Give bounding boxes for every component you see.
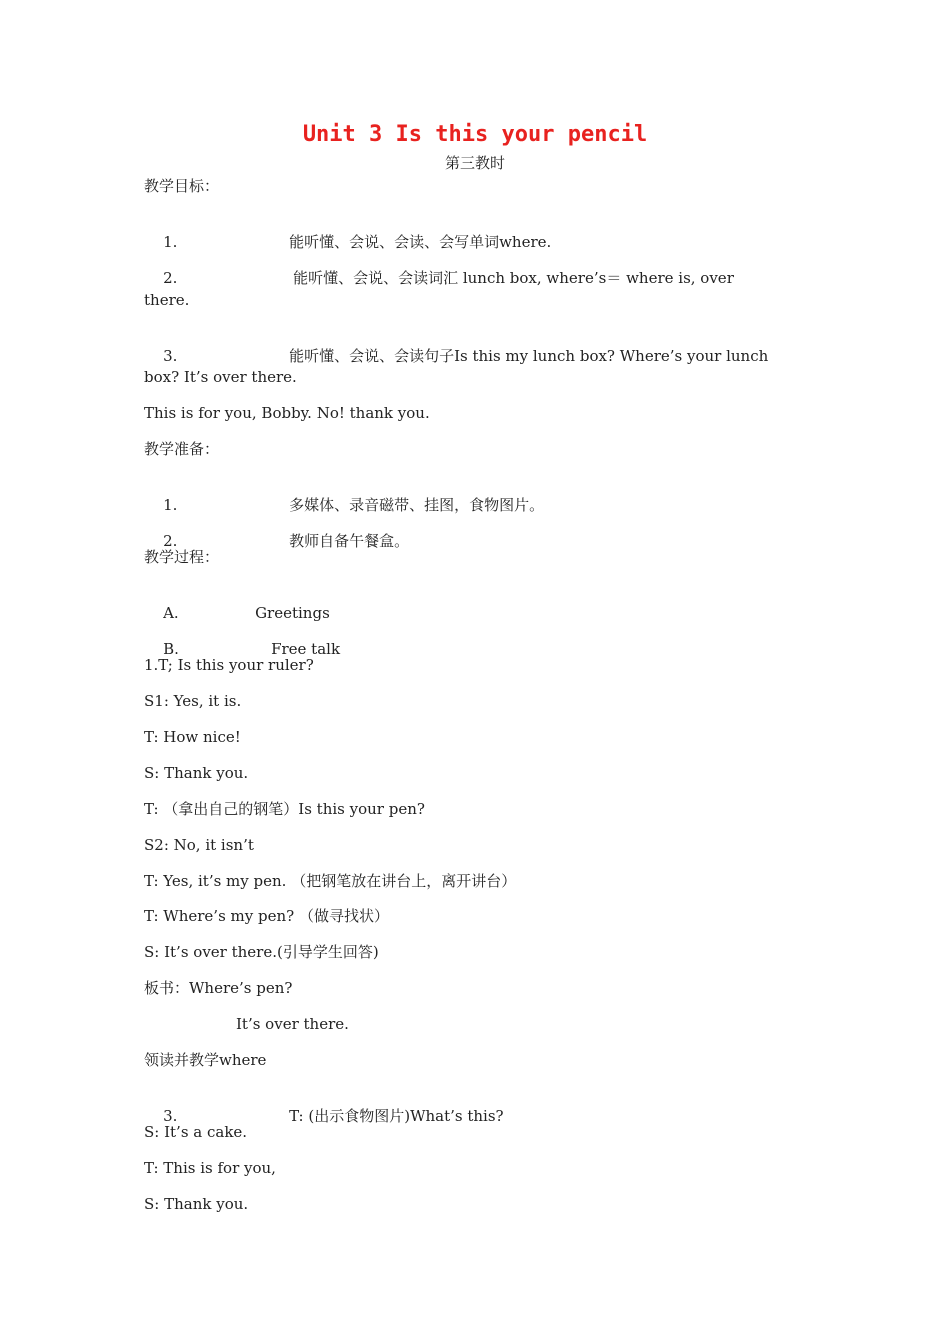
prep-1-text: 多媒体、录音磁带、挂图，食物图片。: [289, 496, 545, 514]
step-a-text: Greetings: [255, 604, 330, 622]
prep-2-text: 教师自备午餐盒。: [289, 532, 410, 550]
step-3-number: 3.: [163, 1107, 178, 1125]
step-3-text: T: (出示食物图片)What’s this?: [289, 1107, 504, 1125]
goal-1-number: 1.: [163, 233, 178, 251]
goal-item-2: [144, 248, 734, 308]
goal-3-number: 3.: [163, 347, 178, 365]
dialogue-line: S: Thank you.: [144, 764, 249, 782]
goal-2-continuation: there.: [144, 291, 190, 309]
dialogue-line: S: It’s over there.(引导学生回答): [144, 943, 379, 961]
step-a-label: A.: [163, 604, 179, 622]
dialogue-line: S: It’s a cake.: [144, 1123, 248, 1141]
lead-reading-line: 领读并教学where: [144, 1051, 267, 1069]
document-title: Unit 3 Is this your pencil: [302, 122, 648, 147]
dialogue-line: S1: Yes, it is.: [144, 692, 242, 710]
heading-teaching-process: 教学过程：: [144, 548, 220, 566]
dialogue-line: T: This is for you,: [144, 1159, 276, 1177]
dialogue-line: T: （拿出自己的钢笔）Is this your pen?: [144, 800, 425, 818]
step-b-text: Free talk: [271, 640, 341, 658]
blackboard-line-2: It’s over there.: [236, 1015, 349, 1033]
step-b-label: B.: [163, 640, 179, 658]
goal-3-continuation-2: This is for you, Bobby. No! thank you.: [144, 404, 430, 422]
document-subtitle: 第三教时: [444, 154, 505, 172]
dialogue-line: T: How nice!: [144, 728, 241, 746]
goal-1-text: 能听懂、会说、会读、会写单词where.: [289, 233, 552, 251]
goal-2-number: 2.: [163, 269, 178, 287]
dialogue-line: T: Where’s my pen? （做寻找状）: [144, 907, 389, 925]
blackboard-line: 板书：Where’s pen?: [144, 979, 293, 997]
dialogue-line: S: Thank you.: [144, 1195, 249, 1213]
goal-3-continuation: box? It’s over there.: [144, 368, 297, 386]
dialogue-line: T: Yes, it’s my pen. （把钢笔放在讲台上，离开讲台）: [144, 872, 517, 890]
heading-teaching-prep: 教学准备：: [144, 440, 220, 458]
prep-2-number: 2.: [163, 532, 178, 550]
goal-3-text: 能听懂、会说、会读句子Is this my lunch box? Where’s your lunch: [289, 347, 769, 365]
heading-teaching-goals: 教学目标：: [144, 177, 220, 195]
prep-1-number: 1.: [163, 496, 178, 514]
goal-2-text: 能听懂、会说、会读词汇 lunch box, where’s＝ where is, over: [293, 269, 734, 287]
dialogue-line: S2: No, it isn’t: [144, 836, 254, 854]
dialogue-line: 1.T; Is this your ruler?: [144, 656, 314, 674]
